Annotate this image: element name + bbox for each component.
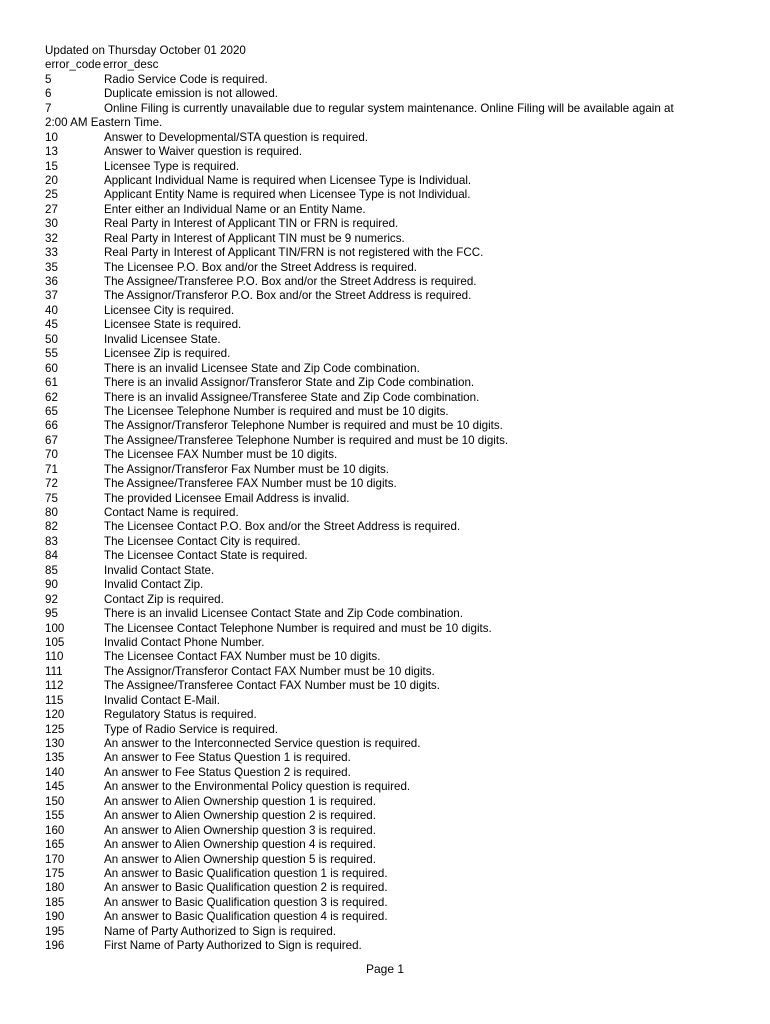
error-desc: Online Filing is currently unavailable due to regular system maintenance. Online Filing will be available again at xyxy=(104,101,674,115)
error-code: 60 xyxy=(45,361,58,375)
error-row xyxy=(45,160,735,174)
updated-date: Updated on Thursday October 01 2020 xyxy=(45,44,246,57)
error-row xyxy=(45,87,735,101)
error-code: 85 xyxy=(45,563,58,577)
error-row xyxy=(45,217,735,231)
error-row xyxy=(45,650,735,664)
error-row xyxy=(45,347,735,361)
error-row xyxy=(45,925,735,939)
error-code: 190 xyxy=(45,910,65,924)
error-desc: The Assignee/Transferee FAX Number must be 10 digits. xyxy=(104,477,397,491)
error-desc: Regulatory Status is required. xyxy=(104,708,257,722)
error-desc: There is an invalid Licensee Contact State and Zip Code combination. xyxy=(104,607,463,621)
header-error-desc: error_desc xyxy=(103,58,159,72)
error-row xyxy=(45,333,735,347)
error-code: 72 xyxy=(45,477,58,491)
error-code: 92 xyxy=(45,592,58,606)
error-row xyxy=(45,939,735,953)
error-desc: Invalid Contact Zip. xyxy=(104,578,204,592)
error-code: 6 xyxy=(45,87,52,101)
error-code: 65 xyxy=(45,404,58,418)
error-row xyxy=(45,203,735,217)
error-code: 155 xyxy=(45,809,65,823)
error-desc: Invalid Contact State. xyxy=(104,563,215,577)
error-row xyxy=(45,275,735,289)
error-code: 115 xyxy=(45,693,64,707)
error-desc: Radio Service Code is required. xyxy=(104,72,268,86)
error-code: 180 xyxy=(45,881,65,895)
error-desc-continuation: 2:00 AM Eastern Time. xyxy=(45,116,163,130)
error-code: 111 xyxy=(45,664,63,678)
error-code: 90 xyxy=(45,578,58,592)
error-code: 10 xyxy=(45,130,58,144)
error-desc: Licensee City is required. xyxy=(104,303,235,317)
error-row xyxy=(45,246,735,260)
error-desc: First Name of Party Authorized to Sign is required. xyxy=(104,939,362,953)
error-desc: There is an invalid Licensee State and Zip Code combination. xyxy=(104,361,420,375)
error-row xyxy=(45,578,735,592)
error-row xyxy=(45,737,735,751)
error-row xyxy=(45,607,735,621)
error-code: 55 xyxy=(45,347,58,361)
error-row xyxy=(45,318,735,332)
error-code: 95 xyxy=(45,607,58,621)
error-row xyxy=(45,795,735,809)
error-desc: Contact Zip is required. xyxy=(104,592,224,606)
error-code: 70 xyxy=(45,448,58,462)
error-row xyxy=(45,665,735,679)
error-row xyxy=(45,853,735,867)
error-code: 110 xyxy=(45,650,64,664)
error-desc: The Licensee Contact FAX Number must be 10 digits. xyxy=(104,650,381,664)
error-row xyxy=(45,232,735,246)
error-row xyxy=(45,564,735,578)
page-number: Page 1 xyxy=(365,962,405,976)
error-code: 37 xyxy=(45,289,58,303)
error-code: 35 xyxy=(45,260,58,274)
error-desc: There is an invalid Assignor/Transferor State and Zip Code combination. xyxy=(104,376,475,390)
error-code: 40 xyxy=(45,303,58,317)
error-row xyxy=(45,824,735,838)
error-row xyxy=(45,304,735,318)
error-desc: An answer to the Environmental Policy question is required. xyxy=(104,780,411,794)
error-code: 145 xyxy=(45,780,65,794)
error-code: 66 xyxy=(45,419,58,433)
error-row xyxy=(45,362,735,376)
error-code: 130 xyxy=(45,737,65,750)
error-desc: The Licensee Contact City is required. xyxy=(104,534,301,548)
error-desc: The Assignor/Transferor Fax Number must be 10 digits. xyxy=(104,462,390,476)
error-row xyxy=(45,535,735,549)
error-desc: Enter either an Individual Name or an Entity Name. xyxy=(104,202,366,216)
column-header xyxy=(45,58,735,72)
error-row xyxy=(45,492,735,506)
error-code: 20 xyxy=(45,173,58,187)
error-desc: There is an invalid Assignee/Transferee State and Zip Code combination. xyxy=(104,390,480,404)
error-row xyxy=(45,896,735,910)
error-row xyxy=(45,376,735,390)
error-row xyxy=(45,881,735,895)
error-row xyxy=(45,405,735,419)
error-desc: Applicant Entity Name is required when Licensee Type is not Individual. xyxy=(104,188,471,202)
error-code: 196 xyxy=(45,939,65,953)
error-row xyxy=(45,549,735,563)
error-code: 13 xyxy=(45,145,58,159)
error-row xyxy=(45,506,735,520)
error-desc: An answer to the Interconnected Service question is required. xyxy=(104,737,421,750)
error-code: 185 xyxy=(45,895,65,909)
error-row xyxy=(45,622,735,636)
error-code: 165 xyxy=(45,838,65,852)
error-code: 67 xyxy=(45,433,58,447)
document-body xyxy=(45,44,735,954)
error-desc: An answer to Basic Qualification question 1 is required. xyxy=(104,866,388,880)
error-desc: An answer to Alien Ownership question 2 is required. xyxy=(104,809,376,823)
error-desc: An answer to Basic Qualification question 2 is required. xyxy=(104,881,388,895)
error-code: 30 xyxy=(45,217,58,231)
error-row xyxy=(45,477,735,491)
error-desc: An answer to Fee Status Question 1 is required. xyxy=(104,751,351,765)
error-row xyxy=(45,73,735,87)
error-desc: The Licensee Contact P.O. Box and/or the Street Address is required. xyxy=(104,520,461,534)
error-row xyxy=(45,391,735,405)
error-code: 5 xyxy=(45,72,52,86)
error-desc: Invalid Contact E-Mail. xyxy=(104,693,220,707)
error-code: 125 xyxy=(45,722,65,736)
error-desc: The Assignee/Transferee Contact FAX Number must be 10 digits. xyxy=(104,679,440,693)
error-desc: The Assignor/Transferor Telephone Number is required and must be 10 digits. xyxy=(104,419,503,433)
error-code: 62 xyxy=(45,390,58,404)
error-desc: Answer to Waiver question is required. xyxy=(104,145,303,159)
error-code: 100 xyxy=(45,621,65,635)
error-code: 82 xyxy=(45,520,58,534)
error-code: 170 xyxy=(45,852,65,866)
error-code: 45 xyxy=(45,318,58,332)
error-code: 175 xyxy=(45,866,65,880)
header-error-code: error_code xyxy=(45,58,102,72)
error-code: 71 xyxy=(45,462,58,476)
error-code: 112 xyxy=(45,679,64,693)
error-desc: Duplicate emission is not allowed. xyxy=(104,87,278,101)
error-desc: An answer to Basic Qualification question 3 is required. xyxy=(104,895,388,909)
error-row xyxy=(45,679,735,693)
error-desc: An answer to Basic Qualification question 4 is required. xyxy=(104,910,388,924)
error-row xyxy=(45,751,735,765)
error-desc: Name of Party Authorized to Sign is required. xyxy=(104,924,336,938)
error-code: 36 xyxy=(45,275,58,288)
error-row xyxy=(45,694,735,708)
error-row xyxy=(45,463,735,477)
error-row xyxy=(45,766,735,780)
error-code: 105 xyxy=(45,635,65,649)
error-row xyxy=(45,809,735,823)
error-desc: Real Party in Interest of Applicant TIN/FRN is not registered with the FCC. xyxy=(104,246,484,260)
error-desc: Invalid Licensee State. xyxy=(104,332,221,346)
error-code: 61 xyxy=(45,376,58,390)
error-desc: The Licensee Contact State is required. xyxy=(104,549,308,563)
error-code: 195 xyxy=(45,924,65,938)
error-row xyxy=(45,131,735,145)
error-row xyxy=(45,289,735,303)
error-row xyxy=(45,520,735,534)
error-code: 15 xyxy=(45,159,58,173)
error-desc: Invalid Contact Phone Number. xyxy=(104,635,265,649)
error-row xyxy=(45,910,735,924)
error-code: 160 xyxy=(45,823,65,837)
error-desc: An answer to Alien Ownership question 1 is required. xyxy=(104,794,376,808)
error-code: 84 xyxy=(45,549,58,563)
error-desc: Contact Name is required. xyxy=(104,506,239,519)
error-code: 25 xyxy=(45,188,58,202)
error-code: 32 xyxy=(45,231,58,245)
error-desc: An answer to Fee Status Question 2 is required. xyxy=(104,765,351,779)
error-desc: Licensee State is required. xyxy=(104,318,242,332)
error-row xyxy=(45,867,735,881)
error-desc: Answer to Developmental/STA question is required. xyxy=(104,130,369,144)
error-desc: The Assignee/Transferee Telephone Number is required and must be 10 digits. xyxy=(104,433,509,447)
error-row xyxy=(45,261,735,275)
error-desc: An answer to Alien Ownership question 4 is required. xyxy=(104,838,376,852)
error-desc: The Licensee Contact Telephone Number is required and must be 10 digits. xyxy=(104,621,492,635)
error-row xyxy=(45,838,735,852)
error-code: 7 xyxy=(45,101,52,115)
error-desc: The Licensee P.O. Box and/or the Street Address is required. xyxy=(104,260,417,274)
error-row xyxy=(45,636,735,650)
error-row xyxy=(45,145,735,159)
error-row xyxy=(45,448,735,462)
error-code: 50 xyxy=(45,332,58,346)
error-list xyxy=(45,73,735,954)
error-row xyxy=(45,434,735,448)
error-desc: Real Party in Interest of Applicant TIN or FRN is required. xyxy=(104,217,399,231)
error-code: 75 xyxy=(45,491,58,505)
error-desc: The Assignee/Transferee P.O. Box and/or the Street Address is required. xyxy=(104,275,477,288)
error-desc: Licensee Zip is required. xyxy=(104,347,231,361)
error-desc: The Licensee Telephone Number is required and must be 10 digits. xyxy=(104,404,449,418)
error-code: 120 xyxy=(45,708,65,722)
error-row xyxy=(45,723,735,737)
error-desc: Licensee Type is required. xyxy=(104,159,240,173)
error-row xyxy=(45,174,735,188)
error-code: 135 xyxy=(45,751,65,765)
error-desc: The provided Licensee Email Address is invalid. xyxy=(104,491,350,505)
error-code: 140 xyxy=(45,765,65,779)
error-desc: The Assignor/Transferor Contact FAX Number must be 10 digits. xyxy=(104,664,435,678)
error-code: 27 xyxy=(45,202,58,216)
error-code: 150 xyxy=(45,794,65,808)
error-desc: The Assignor/Transferor P.O. Box and/or the Street Address is required. xyxy=(104,289,472,303)
error-code: 33 xyxy=(45,246,58,260)
error-desc: Real Party in Interest of Applicant TIN must be 9 numerics. xyxy=(104,231,405,245)
error-desc: An answer to Alien Ownership question 5 is required. xyxy=(104,852,376,866)
error-desc: Type of Radio Service is required. xyxy=(104,722,278,736)
error-code: 80 xyxy=(45,506,58,519)
error-row xyxy=(45,102,735,116)
error-row xyxy=(45,188,735,202)
error-desc: Applicant Individual Name is required when Licensee Type is Individual. xyxy=(104,173,472,187)
error-row xyxy=(45,593,735,607)
error-desc: The Licensee FAX Number must be 10 digits. xyxy=(104,448,338,462)
error-code: 83 xyxy=(45,534,58,548)
error-desc: An answer to Alien Ownership question 3 is required. xyxy=(104,823,376,837)
error-row xyxy=(45,419,735,433)
error-row xyxy=(45,780,735,794)
error-row xyxy=(45,708,735,722)
